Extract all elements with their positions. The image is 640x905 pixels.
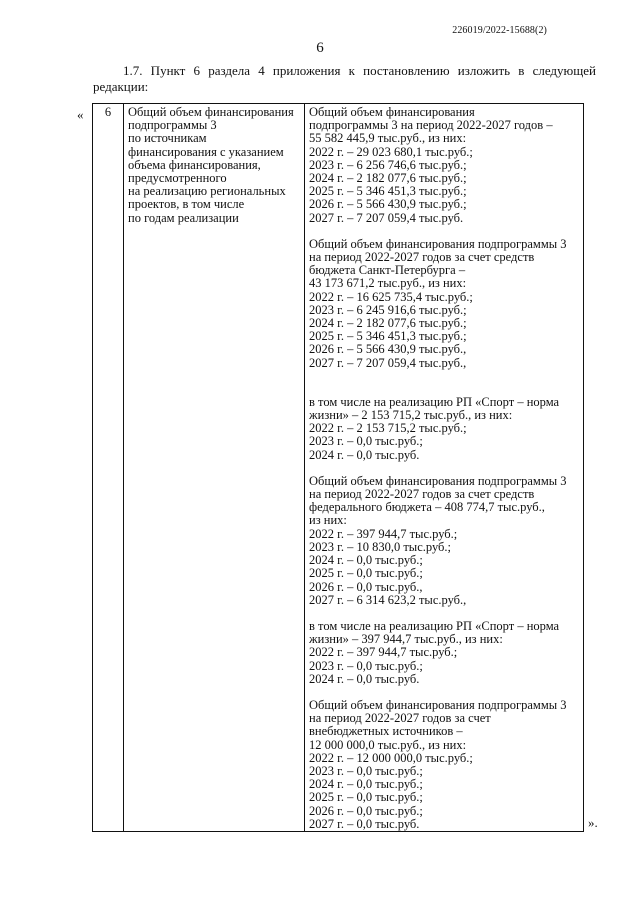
text-line: по источникам [128,131,207,146]
text-line: 2022 г. – 12 000 000,0 тыс.руб.; [309,750,473,765]
text-line: 2022 г. – 397 944,7 тыс.руб.; [309,526,458,541]
text-line: в том числе на реализацию РП «Спорт – норма [309,618,560,633]
text-line: 2026 г. – 5 566 430,9 тыс.руб.; [309,197,467,212]
block-rp-federal [309,620,581,686]
block-federal-budget [309,475,581,607]
text-line: 2023 г. – 6 245 916,6 тыс.руб.; [309,302,467,317]
text-line: 2025 г. – 0,0 тыс.руб.; [309,790,423,805]
text-line: 43 173 671,2 тыс.руб., из них: [309,276,467,291]
text-line: 12 000 000,0 тыс.руб., из них: [309,737,467,752]
block-extrabudgetary [309,699,581,831]
text-line: 2023 г. – 10 830,0 тыс.руб.; [309,539,452,554]
text-line: проектов, в том числе [128,197,245,212]
text-line: жизни» – 2 153 715,2 тыс.руб., из них: [309,408,513,423]
text-line: из них: [309,513,347,528]
text-line: 55 582 445,9 тыс.руб., из них: [309,131,467,146]
text-line: подпрограммы 3 [128,118,217,133]
text-line: Общий объем финансирования подпрограммы 3 [309,697,567,712]
text-line: 2024 г. – 2 182 077,6 тыс.руб.; [309,171,467,186]
text-line: 2027 г. – 7 207 059,4 тыс.руб., [309,355,467,370]
text-line: на период 2022-2027 годов за счет средств [309,250,535,265]
text-line: на период 2022-2027 годов за счет средств [309,487,535,502]
text-line: 2022 г. – 16 625 735,4 тыс.руб.; [309,289,473,304]
text-line: 2027 г. – 6 314 623,2 тыс.руб., [309,592,467,607]
text-line: 2026 г. – 5 566 430,9 тыс.руб., [309,342,467,357]
block-total [309,106,581,225]
intro-line-1: 1.7. Пункт 6 раздела 4 приложения к постановлению изложить в следующей [123,63,596,78]
text-line: 2025 г. – 5 346 451,3 тыс.руб.; [309,184,467,199]
table-row [93,104,584,832]
text-line: 2025 г. – 5 346 451,3 тыс.руб.; [309,329,467,344]
text-line: Общий объем финансирования [128,105,294,119]
text-line: 2026 г. – 0,0 тыс.руб.; [309,803,423,818]
text-line: 2023 г. – 0,0 тыс.руб.; [309,658,423,673]
text-line: 2027 г. – 7 207 059,4 тыс.руб. [309,210,464,225]
text-line: предусмотренного [128,171,227,186]
intro-paragraph [93,63,596,94]
title-lines [128,106,302,225]
block-spb-budget [309,238,581,370]
text-line: федерального бюджета – 408 774,7 тыс.руб., [309,500,545,515]
page-number: 6 [316,40,324,56]
opening-quote: « [77,107,84,122]
text-line: бюджета Санкт-Петербурга – [309,263,466,278]
text-line: финансирования с указанием [128,144,284,159]
text-line: в том числе на реализацию РП «Спорт – норма [309,394,560,409]
text-line: 2026 г. – 0,0 тыс.руб., [309,579,423,594]
text-line: Общий объем финансирования подпрограммы 3 [309,236,567,251]
text-line: на реализацию региональных [128,184,286,199]
text-line: 2024 г. – 2 182 077,6 тыс.руб.; [309,316,467,331]
text-line: 2024 г. – 0,0 тыс.руб. [309,447,420,462]
text-line: внебюджетных источников – [309,724,463,739]
text-line: 2023 г. – 0,0 тыс.руб.; [309,763,423,778]
text-line: 2025 г. – 0,0 тыс.руб.; [309,566,423,581]
financing-table [92,103,584,832]
text-line: 2022 г. – 397 944,7 тыс.руб.; [309,645,458,660]
text-line: 2022 г. – 29 023 680,1 тыс.руб.; [309,144,473,159]
document-number: 226019/2022-15688(2) [452,25,547,36]
text-line: объема финансирования, [128,157,261,172]
text-line: 2023 г. – 6 256 746,6 тыс.руб.; [309,157,467,172]
text-line: 2022 г. – 2 153 715,2 тыс.руб.; [309,421,467,436]
text-line: жизни» – 397 944,7 тыс.руб., из них: [309,632,503,647]
text-line: 2024 г. – 0,0 тыс.руб. [309,671,420,686]
text-line: 2027 г. – 0,0 тыс.руб. [309,816,420,831]
intro-line-2: редакции: [93,78,149,94]
row-title-cell [124,104,305,832]
text-line: Общий объем финансирования [309,105,475,119]
row-number-cell: 6 [93,104,124,832]
text-line: 2024 г. – 0,0 тыс.руб.; [309,553,423,568]
text-line: 2024 г. – 0,0 тыс.руб.; [309,777,423,792]
text-line: подпрограммы 3 на период 2022-2027 годов – [309,118,553,133]
block-rp-spb [309,396,581,462]
text-line: Общий объем финансирования подпрограммы 3 [309,473,567,488]
closing-quote: ». [588,815,598,830]
row-content-cell [305,104,584,832]
text-line: на период 2022-2027 годов за счет [309,711,491,726]
text-line: 2023 г. – 0,0 тыс.руб.; [309,434,423,449]
text-line: по годам реализации [128,210,239,225]
